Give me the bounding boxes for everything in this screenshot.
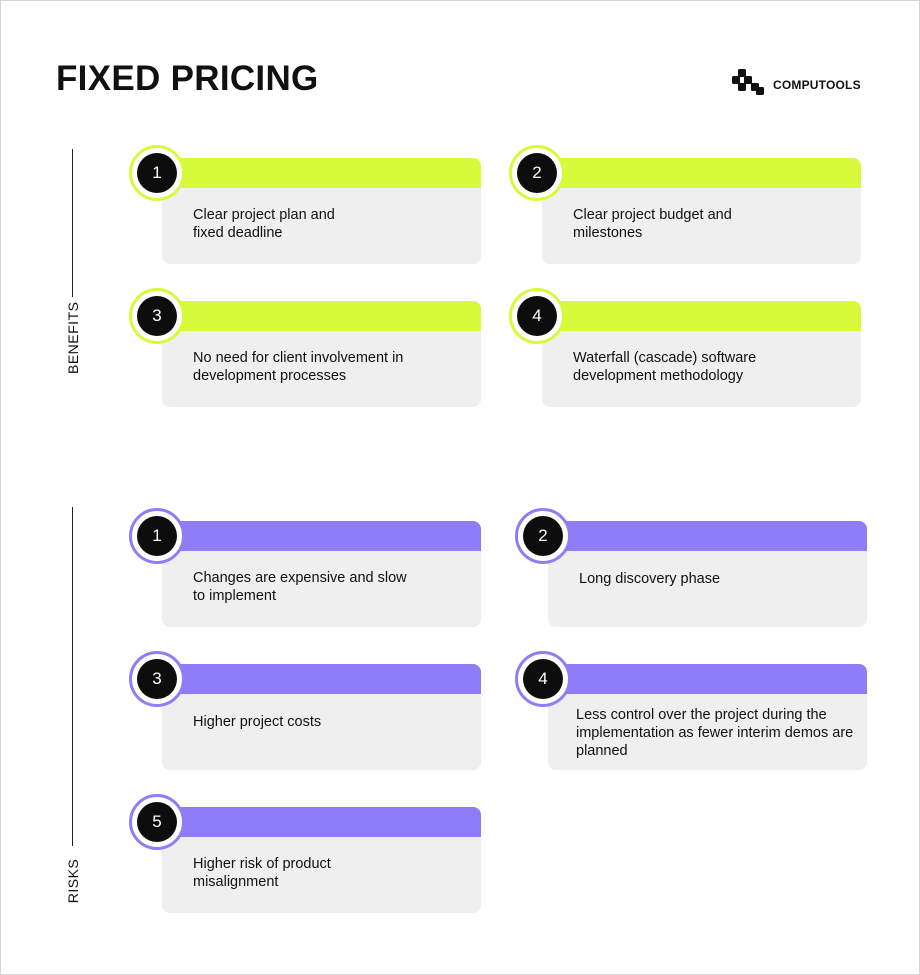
benefit-text: No need for client involvement in development processes	[193, 350, 404, 384]
benefits-divider-line	[72, 149, 73, 297]
number-badge	[129, 794, 185, 850]
risk-text: Long discovery phase	[579, 571, 721, 587]
badge-number: 1	[137, 153, 177, 193]
card-header-band	[162, 807, 481, 837]
card-header-band	[542, 158, 861, 188]
badge-number: 3	[137, 296, 177, 336]
card-header-band	[542, 301, 861, 331]
brand-name: COMPUTOOLS	[773, 78, 861, 92]
badge-number: 1	[137, 516, 177, 556]
badge-number: 3	[137, 659, 177, 699]
number-badge	[509, 288, 565, 344]
benefit-text: Clear project budget and milestones	[573, 207, 732, 241]
risks-divider-line	[72, 507, 73, 846]
number-badge	[129, 508, 185, 564]
risk-card	[152, 807, 481, 913]
benefits-rail	[65, 149, 81, 409]
risks-rail	[65, 507, 81, 909]
card-header-band	[548, 521, 867, 551]
card-header-band	[162, 158, 481, 188]
benefit-text: Clear project plan and fixed deadline	[193, 207, 335, 241]
benefit-card	[152, 158, 481, 264]
benefits-label: BENEFITS	[65, 301, 81, 374]
number-badge	[129, 145, 185, 201]
number-badge	[515, 508, 571, 564]
risk-text: Higher project costs	[193, 714, 322, 730]
risk-card	[152, 521, 481, 627]
badge-number: 4	[517, 296, 557, 336]
benefit-card	[532, 158, 861, 264]
risk-text: Higher risk of product misalignment	[193, 856, 331, 890]
benefit-card	[532, 301, 861, 407]
number-badge	[129, 651, 185, 707]
page-title: FIXED PRICING	[56, 59, 319, 98]
risks-label: RISKS	[65, 858, 81, 904]
badge-number: 5	[137, 802, 177, 842]
risk-card	[538, 521, 867, 627]
card-header-band	[162, 301, 481, 331]
number-badge	[515, 651, 571, 707]
card-header-band	[162, 664, 481, 694]
badge-number: 4	[523, 659, 563, 699]
number-badge	[509, 145, 565, 201]
risk-card	[538, 664, 867, 770]
badge-number: 2	[517, 153, 557, 193]
badge-number: 2	[523, 516, 563, 556]
computools-logo-icon	[732, 69, 765, 95]
benefit-text: Waterfall (cascade) software development methodology	[573, 350, 757, 384]
risk-card	[152, 664, 481, 770]
benefit-card	[152, 301, 481, 407]
risk-text: Less control over the project during the implementation as fewer interim demos are planned	[576, 707, 854, 759]
risk-text: Changes are expensive and slow to implement	[193, 570, 407, 604]
brand-logo	[732, 69, 861, 95]
number-badge	[129, 288, 185, 344]
card-header-band	[162, 521, 481, 551]
card-header-band	[548, 664, 867, 694]
